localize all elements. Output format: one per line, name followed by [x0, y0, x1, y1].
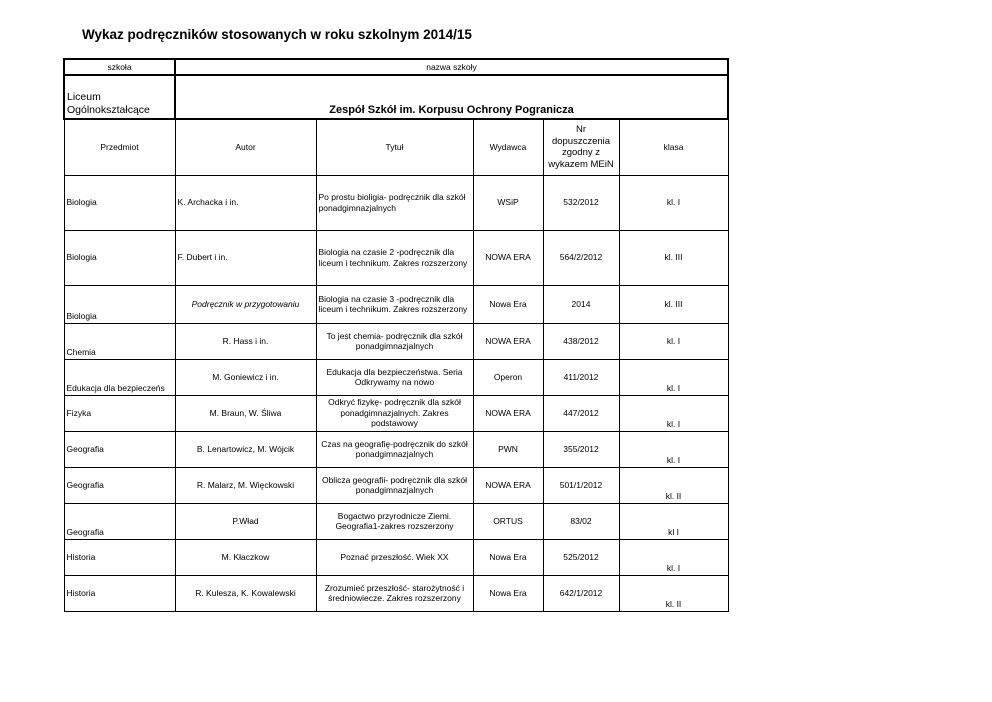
cell-nr: 532/2012: [543, 175, 619, 230]
cell-nr: 355/2012: [543, 431, 619, 467]
cell-autor: R. Kulesza, K. Kowalewski: [175, 575, 316, 611]
table-row: [64, 575, 728, 611]
cell-wydawca: Nowa Era: [473, 575, 543, 611]
cell-tytul: To jest chemia- podręcznik dla szkół ponadgimnazjalnych: [316, 323, 473, 359]
cell-nr: 642/1/2012: [543, 575, 619, 611]
cell-tytul: Biologia na czasie 2 -podręcznik dla liceum i technikum. Zakres rozszerzony: [316, 230, 473, 285]
cell-wydawca: NOWA ERA: [473, 323, 543, 359]
cell-przedmiot: Fizyka: [64, 395, 175, 431]
cell-wydawca: ORTUS: [473, 503, 543, 539]
table-row: [64, 359, 728, 395]
cell-autor: M. Kłaczkow: [175, 539, 316, 575]
cell-tytul: Edukacja dla bezpieczeństwa. Seria Odkrywamy na nowo: [316, 359, 473, 395]
cell-tytul: Bogactwo przyrodnicze Ziemi. Geografia1-zakres rozszerzony: [316, 503, 473, 539]
col-przedmiot: Przedmiot: [64, 119, 175, 175]
cell-autor: M. Goniewicz i in.: [175, 359, 316, 395]
cell-nr: 564/2/2012: [543, 230, 619, 285]
col-autor: Autor: [175, 119, 316, 175]
cell-wydawca: Nowa Era: [473, 285, 543, 323]
cell-klasa: kl. I: [619, 539, 728, 575]
col-nr-line2: dopuszczenia: [551, 135, 611, 147]
cell-wydawca: NOWA ERA: [473, 467, 543, 503]
page-title: Wykaz podręczników stosowanych w roku szkolnym 2014/15: [82, 27, 472, 42]
table-row: [64, 175, 728, 230]
cell-autor: R. Malarz, M. Więckowski: [175, 467, 316, 503]
cell-tytul: Odkryć fizykę- podręcznik dla szkół ponadgimnazjalnych. Zakres podstawowy: [316, 395, 473, 431]
col-tytul: Tytuł: [316, 119, 473, 175]
cell-przedmiot: Biologia: [64, 175, 175, 230]
col-wydawca: Wydawca: [473, 119, 543, 175]
cell-autor: Podręcznik w przygotowaniu: [175, 285, 316, 323]
cell-wydawca: Nowa Era: [473, 539, 543, 575]
col-nr: [543, 119, 619, 175]
cell-tytul: Poznać przeszłość. Wiek XX: [316, 539, 473, 575]
cell-klasa: kl. I: [619, 395, 728, 431]
cell-przedmiot: Geografia: [64, 467, 175, 503]
school-type-line1: Liceum: [67, 91, 101, 103]
cell-przedmiot: Chemia: [64, 323, 175, 359]
school-type: [64, 75, 175, 119]
textbook-table: [63, 58, 729, 612]
cell-klasa: kl. I: [619, 323, 728, 359]
cell-autor: K. Archacka i in.: [175, 175, 316, 230]
cell-nr: 447/2012: [543, 395, 619, 431]
cell-autor: B. Lenartowicz, M. Wójcik: [175, 431, 316, 467]
cell-przedmiot: Biologia: [64, 230, 175, 285]
cell-klasa: kl. II: [619, 467, 728, 503]
cell-klasa: kl. III: [619, 285, 728, 323]
cell-wydawca: PWN: [473, 431, 543, 467]
cell-przedmiot: Edukacja dla bezpieczeńs: [64, 359, 175, 395]
cell-tytul: Oblicza geografii- podręcznik dla szkół ponadgimnazjalnych: [316, 467, 473, 503]
cell-autor: F. Dubert i in.: [175, 230, 316, 285]
table-row: [64, 431, 728, 467]
cell-klasa: kl. I: [619, 359, 728, 395]
school-type-line2: Ogólnokształcące: [67, 104, 150, 116]
cell-wydawca: Operon: [473, 359, 543, 395]
cell-klasa: kl. II: [619, 575, 728, 611]
cell-klasa: kl. III: [619, 230, 728, 285]
cell-tytul: Po prostu bioligia- podręcznik dla szkół ponadgimnazjalnych: [316, 175, 473, 230]
school-name: Zespół Szkół im. Korpusu Ochrony Pogranicza: [175, 75, 728, 119]
cell-wydawca: NOWA ERA: [473, 395, 543, 431]
school-header: szkoła: [64, 59, 175, 75]
cell-klasa: kl. I: [619, 431, 728, 467]
table-row: [64, 395, 728, 431]
cell-nr: 525/2012: [543, 539, 619, 575]
cell-przedmiot: Historia: [64, 539, 175, 575]
cell-autor: M. Braun, W. Śliwa: [175, 395, 316, 431]
cell-przedmiot: Geografia: [64, 503, 175, 539]
cell-przedmiot: Geografia: [64, 431, 175, 467]
table-row: [64, 539, 728, 575]
cell-wydawca: NOWA ERA: [473, 230, 543, 285]
cell-przedmiot: Biologia: [64, 285, 175, 323]
cell-autor: R. Hass i in.: [175, 323, 316, 359]
cell-przedmiot: Historia: [64, 575, 175, 611]
table-row: [64, 503, 728, 539]
cell-nr: 501/1/2012: [543, 467, 619, 503]
table-row: [64, 285, 728, 323]
cell-nr: 83/02: [543, 503, 619, 539]
cell-autor: P.Wład: [175, 503, 316, 539]
cell-nr: 438/2012: [543, 323, 619, 359]
cell-wydawca: WSiP: [473, 175, 543, 230]
cell-klasa: kl. I: [619, 175, 728, 230]
col-nr-line4: wykazem MEiN: [548, 158, 614, 170]
table-row: [64, 323, 728, 359]
table-row: [64, 230, 728, 285]
col-klasa: klasa: [619, 119, 728, 175]
cell-klasa: kl I: [619, 503, 728, 539]
cell-nr: 411/2012: [543, 359, 619, 395]
cell-tytul: Zrozumieć przeszłość- starożytność i średniowiecze. Zakres rozszerzony: [316, 575, 473, 611]
cell-nr: 2014: [543, 285, 619, 323]
school-name-header: nazwa szkoły: [175, 59, 728, 75]
cell-tytul: Biologia na czasie 3 -podręcznik dla liceum i technikum. Zakres rozszerzony: [316, 285, 473, 323]
col-nr-line1: Nr: [575, 124, 587, 136]
cell-tytul: Czas na geografię-podręcznik do szkół ponadgimnazjalnych: [316, 431, 473, 467]
col-nr-line3: zgodny z: [561, 147, 601, 159]
table-row: [64, 467, 728, 503]
